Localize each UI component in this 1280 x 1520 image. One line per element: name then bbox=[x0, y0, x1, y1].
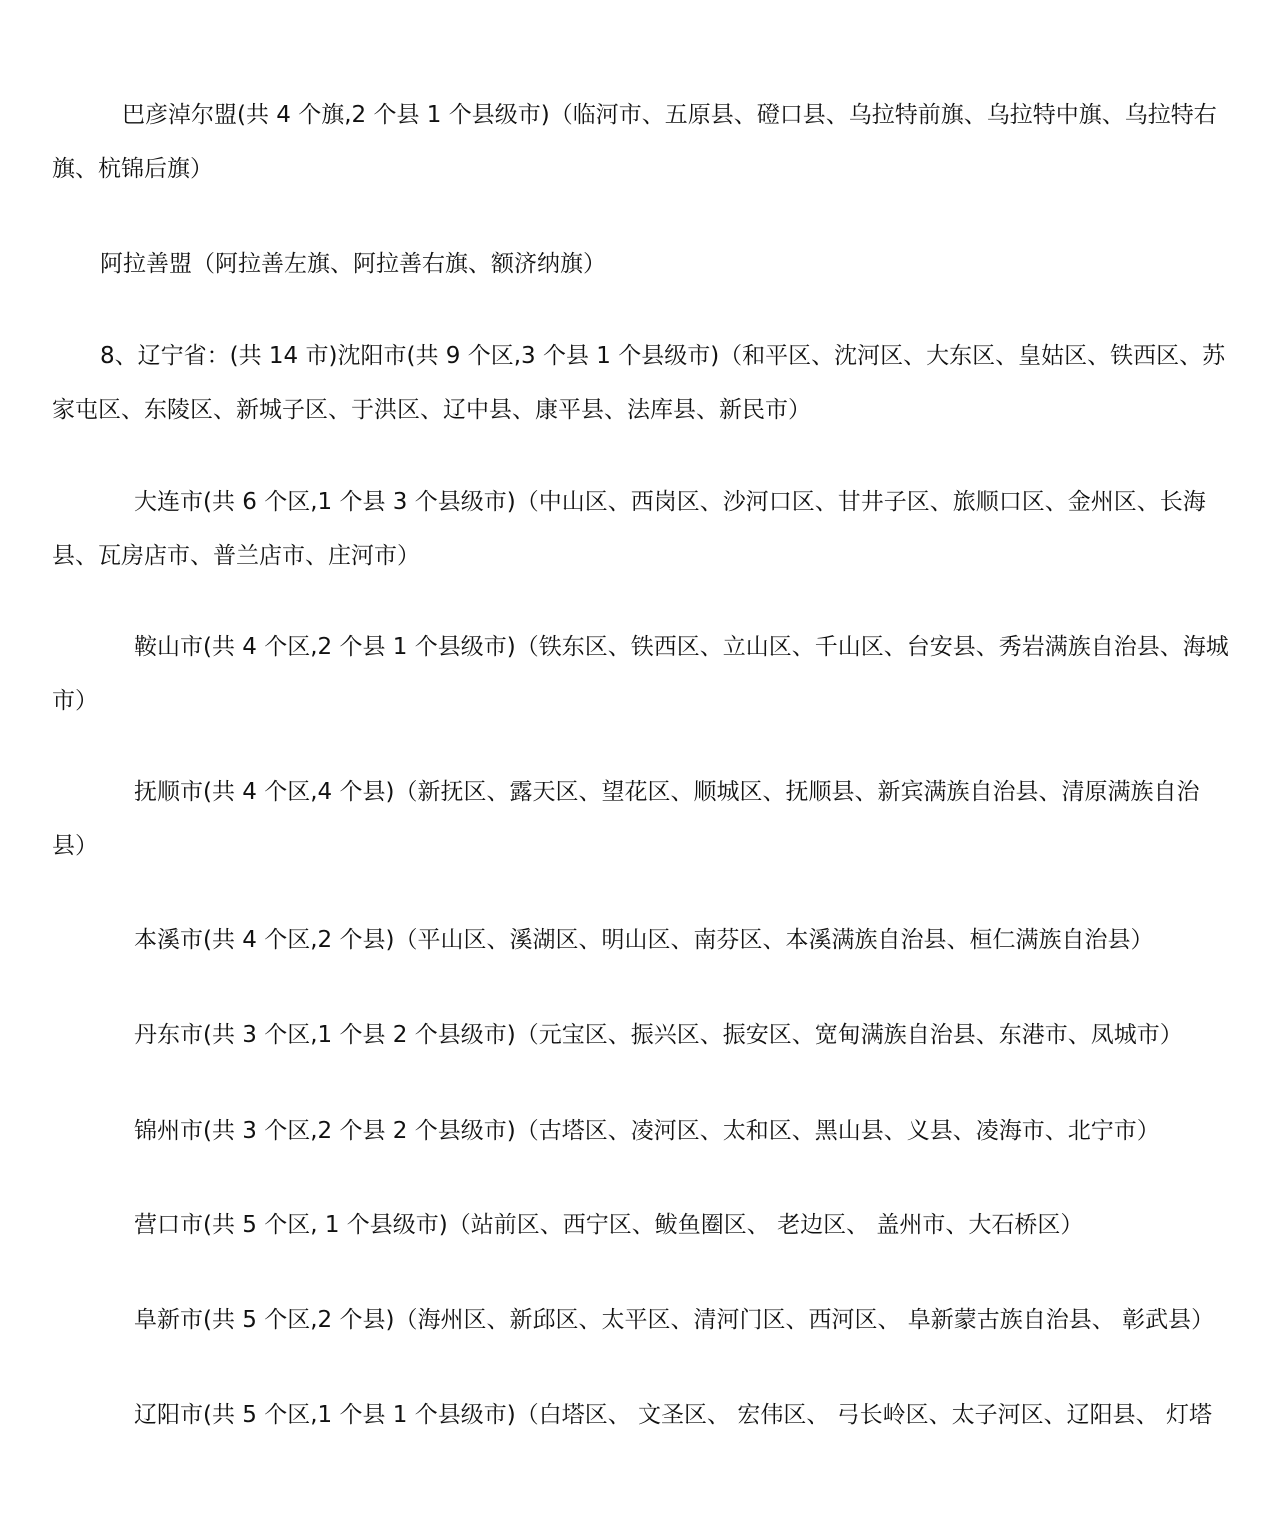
paragraph-yingkou: 营口市(共 5 个区, 1 个县级市)（站前区、西宁区、鲅鱼圈区、 老边区、 盖州市、大石桥区） bbox=[134, 1212, 1084, 1238]
paragraph-bayannur: 巴彦淖尔盟(共 4 个旗,2 个县 1 个县级市)（临河市、五原县、磴口县、乌拉特前旗、乌拉特中旗、乌拉特右旗、杭锦后旗） bbox=[52, 102, 1217, 182]
paragraph-liaoyang: 辽阳市(共 5 个区,1 个县 1 个县级市)（白塔区、 文圣区、 宏伟区、 弓长岭区、太子河区、辽阳县、 灯塔 bbox=[134, 1402, 1212, 1428]
paragraph-fushun: 抚顺市(共 4 个区,4 个县)（新抚区、露天区、望花区、顺城区、抚顺县、新宾满族自治县、清原满族自治县） bbox=[52, 779, 1200, 859]
paragraph-jinzhou: 锦州市(共 3 个区,2 个县 2 个县级市)（古塔区、凌河区、太和区、黑山县、义县、凌海市、北宁市） bbox=[134, 1118, 1160, 1144]
paragraph-benxi: 本溪市(共 4 个区,2 个县)（平山区、溪湖区、明山区、南芬区、本溪满族自治县、桓仁满族自治县） bbox=[134, 927, 1154, 953]
paragraph-fuxin: 阜新市(共 5 个区,2 个县)（海州区、新邱区、太平区、清河门区、西河区、 阜新蒙古族自治县、 彰武县） bbox=[134, 1307, 1215, 1333]
paragraph-dandong: 丹东市(共 3 个区,1 个县 2 个县级市)（元宝区、振兴区、振安区、宽甸满族自治县、东港市、凤城市） bbox=[134, 1022, 1183, 1048]
paragraph-dalian: 大连市(共 6 个区,1 个县 3 个县级市)（中山区、西岗区、沙河口区、甘井子区、旅顺口区、金州区、长海县、瓦房店市、普兰店市、庄河市） bbox=[52, 489, 1206, 569]
paragraph-alxa: 阿拉善盟（阿拉善左旗、阿拉善右旗、额济纳旗） bbox=[100, 251, 606, 277]
paragraph-anshan: 鞍山市(共 4 个区,2 个县 1 个县级市)（铁东区、铁西区、立山区、千山区、台安县、秀岩满族自治县、海城市） bbox=[52, 634, 1229, 714]
paragraph-liaoning-shenyang: 8、辽宁省：(共 14 市)沈阳市(共 9 个区,3 个县 1 个县级市)（和平区、沈河区、大东区、皇姑区、铁西区、苏家屯区、东陵区、新城子区、于洪区、辽中县、康平县、法库县、新民市） bbox=[52, 343, 1226, 423]
